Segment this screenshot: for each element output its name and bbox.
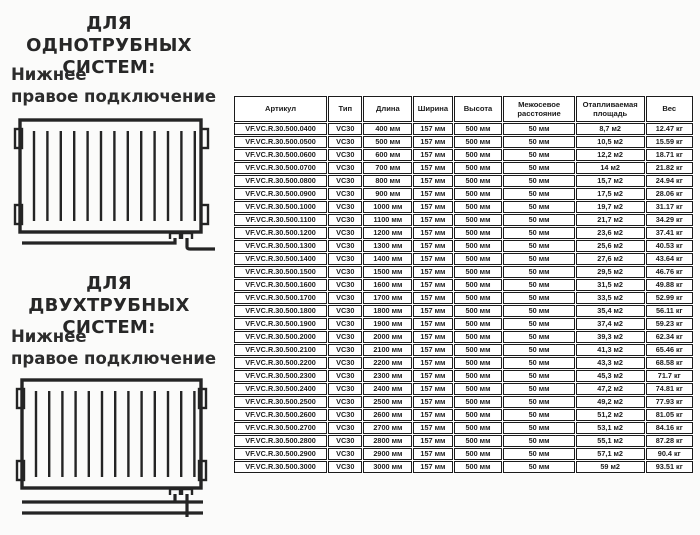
- table-cell: VF.VC.R.30.500.1800: [234, 305, 327, 317]
- table-cell: 500 мм: [454, 136, 503, 148]
- table-cell: VF.VC.R.30.500.1300: [234, 240, 327, 252]
- table-cell: 50 мм: [503, 331, 574, 343]
- table-cell: 157 мм: [413, 201, 452, 213]
- two-pipe-title-line1: ДЛЯ ДВУХТРУБНЫХ: [28, 273, 190, 316]
- table-cell: VF.VC.R.30.500.3000: [234, 461, 327, 473]
- table-cell: 81.05 кг: [646, 409, 694, 421]
- table-cell: 50 мм: [503, 409, 574, 421]
- table-cell: 500 мм: [454, 409, 503, 421]
- table-cell: 157 мм: [413, 383, 452, 395]
- table-cell: 500 мм: [454, 383, 503, 395]
- table-cell: 500 мм: [454, 188, 503, 200]
- table-cell: 157 мм: [413, 422, 452, 434]
- table-cell: 1200 мм: [363, 227, 412, 239]
- table-row: [234, 409, 693, 421]
- table-cell: 157 мм: [413, 266, 452, 278]
- table-cell: 400 мм: [363, 123, 412, 135]
- spec-table: [233, 95, 694, 474]
- table-cell: 29,5 м2: [576, 266, 645, 278]
- table-cell: VF.VC.R.30.500.1100: [234, 214, 327, 226]
- table-row: [234, 318, 693, 330]
- table-cell: VF.VC.R.30.500.0400: [234, 123, 327, 135]
- table-cell: 2900 мм: [363, 448, 412, 460]
- table-cell: 2600 мм: [363, 409, 412, 421]
- table-cell: 74.81 кг: [646, 383, 694, 395]
- table-cell: 50 мм: [503, 266, 574, 278]
- two-pipe-title-line2: СИСТЕМ:: [62, 317, 156, 338]
- table-cell: 800 мм: [363, 175, 412, 187]
- table-row: [234, 175, 693, 187]
- table-cell: 59 м2: [576, 461, 645, 473]
- table-cell: 37,4 м2: [576, 318, 645, 330]
- table-cell: 55,1 м2: [576, 435, 645, 447]
- table-cell: VC30: [328, 409, 362, 421]
- table-row: [234, 136, 693, 148]
- table-cell: 87.28 кг: [646, 435, 694, 447]
- table-cell: VF.VC.R.30.500.2800: [234, 435, 327, 447]
- table-row: [234, 123, 693, 135]
- table-cell: 600 мм: [363, 149, 412, 161]
- table-cell: 500 мм: [454, 305, 503, 317]
- table-row: [234, 292, 693, 304]
- table-cell: 2500 мм: [363, 396, 412, 408]
- table-cell: 50 мм: [503, 123, 574, 135]
- table-cell: 14 м2: [576, 162, 645, 174]
- table-cell: 31.17 кг: [646, 201, 694, 213]
- table-cell: 157 мм: [413, 188, 452, 200]
- table-cell: 12.47 кг: [646, 123, 694, 135]
- table-cell: VC30: [328, 214, 362, 226]
- table-cell: 500 мм: [454, 253, 503, 265]
- table-cell: 157 мм: [413, 396, 452, 408]
- table-cell: 10,5 м2: [576, 136, 645, 148]
- table-cell: 43,3 м2: [576, 357, 645, 369]
- table-cell: 500 мм: [454, 396, 503, 408]
- table-cell: 157 мм: [413, 461, 452, 473]
- table-cell: 1300 мм: [363, 240, 412, 252]
- table-cell: 157 мм: [413, 357, 452, 369]
- table-cell: VC30: [328, 318, 362, 330]
- table-cell: 1500 мм: [363, 266, 412, 278]
- table-row: [234, 383, 693, 395]
- table-cell: VF.VC.R.30.500.2000: [234, 331, 327, 343]
- table-cell: 1800 мм: [363, 305, 412, 317]
- table-cell: 50 мм: [503, 318, 574, 330]
- table-cell: 1400 мм: [363, 253, 412, 265]
- table-cell: 8,7 м2: [576, 123, 645, 135]
- table-cell: 157 мм: [413, 162, 452, 174]
- table-row: [234, 435, 693, 447]
- table-cell: 50 мм: [503, 279, 574, 291]
- table-cell: VF.VC.R.30.500.0600: [234, 149, 327, 161]
- table-cell: 700 мм: [363, 162, 412, 174]
- table-cell: 47,2 м2: [576, 383, 645, 395]
- table-row: [234, 344, 693, 356]
- table-cell: VF.VC.R.30.500.2500: [234, 396, 327, 408]
- table-cell: VF.VC.R.30.500.1700: [234, 292, 327, 304]
- table-cell: 2100 мм: [363, 344, 412, 356]
- table-cell: 500 мм: [454, 240, 503, 252]
- connection-label-line1: Нижнее: [11, 327, 87, 346]
- table-cell: 500 мм: [454, 123, 503, 135]
- table-cell: VF.VC.R.30.500.0700: [234, 162, 327, 174]
- table-cell: 51,2 м2: [576, 409, 645, 421]
- table-cell: 1600 мм: [363, 279, 412, 291]
- table-cell: 500 мм: [454, 370, 503, 382]
- table-cell: 50 мм: [503, 136, 574, 148]
- table-cell: 23,6 м2: [576, 227, 645, 239]
- table-cell: 1900 мм: [363, 318, 412, 330]
- table-cell: 65.46 кг: [646, 344, 694, 356]
- table-cell: 500 мм: [454, 331, 503, 343]
- table-cell: VC30: [328, 305, 362, 317]
- table-cell: VF.VC.R.30.500.1400: [234, 253, 327, 265]
- table-cell: VC30: [328, 331, 362, 343]
- spec-table-body: [234, 123, 693, 473]
- table-cell: 21.82 кг: [646, 162, 694, 174]
- table-cell: 157 мм: [413, 253, 452, 265]
- table-cell: VF.VC.R.30.500.2400: [234, 383, 327, 395]
- table-row: [234, 149, 693, 161]
- radiator-diagram-two-pipe: [10, 371, 222, 523]
- table-cell: VC30: [328, 123, 362, 135]
- radiator-diagram-single-pipe: [10, 112, 222, 258]
- table-cell: 157 мм: [413, 344, 452, 356]
- table-cell: 25,6 м2: [576, 240, 645, 252]
- table-cell: VC30: [328, 162, 362, 174]
- table-cell: 43.64 кг: [646, 253, 694, 265]
- table-cell: 50 мм: [503, 175, 574, 187]
- column-header: Высота: [454, 96, 503, 122]
- table-cell: 59.23 кг: [646, 318, 694, 330]
- table-cell: VC30: [328, 227, 362, 239]
- table-cell: 500 мм: [454, 344, 503, 356]
- table-cell: VC30: [328, 266, 362, 278]
- table-cell: 35,4 м2: [576, 305, 645, 317]
- table-cell: VC30: [328, 383, 362, 395]
- table-cell: 34.29 кг: [646, 214, 694, 226]
- table-cell: 157 мм: [413, 136, 452, 148]
- table-cell: 500 мм: [454, 162, 503, 174]
- column-header: Артикул: [234, 96, 327, 122]
- table-cell: 19,7 м2: [576, 201, 645, 213]
- table-cell: 50 мм: [503, 305, 574, 317]
- table-cell: 50 мм: [503, 201, 574, 213]
- table-cell: 500 мм: [454, 357, 503, 369]
- table-cell: 157 мм: [413, 292, 452, 304]
- table-cell: 50 мм: [503, 461, 574, 473]
- column-header: Ширина: [413, 96, 452, 122]
- table-cell: 157 мм: [413, 279, 452, 291]
- table-cell: 157 мм: [413, 448, 452, 460]
- table-cell: 500 мм: [454, 201, 503, 213]
- table-cell: VC30: [328, 188, 362, 200]
- table-row: [234, 188, 693, 200]
- table-row: [234, 422, 693, 434]
- table-cell: 2800 мм: [363, 435, 412, 447]
- table-cell: VC30: [328, 149, 362, 161]
- table-row: [234, 396, 693, 408]
- table-cell: 157 мм: [413, 305, 452, 317]
- two-pipe-connection-label: [11, 326, 231, 370]
- table-cell: VC30: [328, 201, 362, 213]
- table-row: [234, 331, 693, 343]
- table-cell: VF.VC.R.30.500.2200: [234, 357, 327, 369]
- table-row: [234, 214, 693, 226]
- table-cell: 24.94 кг: [646, 175, 694, 187]
- table-cell: VC30: [328, 461, 362, 473]
- table-cell: 49,2 м2: [576, 396, 645, 408]
- table-header-row: [234, 96, 693, 122]
- table-cell: VF.VC.R.30.500.1000: [234, 201, 327, 213]
- table-cell: VC30: [328, 279, 362, 291]
- table-row: [234, 461, 693, 473]
- table-cell: VF.VC.R.30.500.0900: [234, 188, 327, 200]
- table-cell: VF.VC.R.30.500.1200: [234, 227, 327, 239]
- table-cell: 50 мм: [503, 370, 574, 382]
- table-cell: VC30: [328, 344, 362, 356]
- table-cell: 50 мм: [503, 162, 574, 174]
- table-cell: 157 мм: [413, 175, 452, 187]
- table-cell: 500 мм: [454, 318, 503, 330]
- table-cell: 157 мм: [413, 331, 452, 343]
- table-cell: 18.71 кг: [646, 149, 694, 161]
- table-cell: 50 мм: [503, 396, 574, 408]
- table-row: [234, 279, 693, 291]
- table-row: [234, 253, 693, 265]
- table-row: [234, 240, 693, 252]
- table-cell: 500 мм: [454, 266, 503, 278]
- table-row: [234, 448, 693, 460]
- table-cell: 1700 мм: [363, 292, 412, 304]
- table-cell: 15,7 м2: [576, 175, 645, 187]
- table-cell: 49.88 кг: [646, 279, 694, 291]
- table-cell: VF.VC.R.30.500.1600: [234, 279, 327, 291]
- table-cell: 90.4 кг: [646, 448, 694, 460]
- table-cell: 157 мм: [413, 123, 452, 135]
- table-cell: VC30: [328, 240, 362, 252]
- table-cell: 37.41 кг: [646, 227, 694, 239]
- table-cell: 50 мм: [503, 214, 574, 226]
- table-cell: 2200 мм: [363, 357, 412, 369]
- table-cell: 41,3 м2: [576, 344, 645, 356]
- table-cell: 50 мм: [503, 188, 574, 200]
- column-header: Вес: [646, 96, 694, 122]
- table-cell: 27,6 м2: [576, 253, 645, 265]
- table-cell: VF.VC.R.30.500.2700: [234, 422, 327, 434]
- table-cell: 53,1 м2: [576, 422, 645, 434]
- table-cell: VF.VC.R.30.500.2600: [234, 409, 327, 421]
- table-cell: 57,1 м2: [576, 448, 645, 460]
- table-cell: 157 мм: [413, 227, 452, 239]
- table-cell: VF.VC.R.30.500.0500: [234, 136, 327, 148]
- table-row: [234, 201, 693, 213]
- single-pipe-title-line1: ДЛЯ ОДНОТРУБНЫХ: [26, 13, 192, 56]
- table-cell: 56.11 кг: [646, 305, 694, 317]
- table-cell: 157 мм: [413, 240, 452, 252]
- table-cell: 17,5 м2: [576, 188, 645, 200]
- table-cell: 2400 мм: [363, 383, 412, 395]
- table-cell: VF.VC.R.30.500.2100: [234, 344, 327, 356]
- table-cell: 40.53 кг: [646, 240, 694, 252]
- table-cell: 500 мм: [454, 422, 503, 434]
- table-row: [234, 357, 693, 369]
- table-cell: 1100 мм: [363, 214, 412, 226]
- table-cell: 50 мм: [503, 227, 574, 239]
- table-cell: VF.VC.R.30.500.1500: [234, 266, 327, 278]
- table-cell: VC30: [328, 422, 362, 434]
- table-cell: 50 мм: [503, 149, 574, 161]
- table-cell: 52.99 кг: [646, 292, 694, 304]
- table-cell: 50 мм: [503, 435, 574, 447]
- table-cell: 50 мм: [503, 383, 574, 395]
- table-cell: 50 мм: [503, 448, 574, 460]
- table-cell: 15.59 кг: [646, 136, 694, 148]
- table-row: [234, 305, 693, 317]
- table-cell: VC30: [328, 448, 362, 460]
- single-pipe-title-line2: СИСТЕМ:: [62, 57, 156, 78]
- table-cell: 500 мм: [363, 136, 412, 148]
- table-cell: 2300 мм: [363, 370, 412, 382]
- table-cell: 1000 мм: [363, 201, 412, 213]
- table-cell: 500 мм: [454, 175, 503, 187]
- table-cell: 500 мм: [454, 461, 503, 473]
- table-cell: 157 мм: [413, 214, 452, 226]
- table-row: [234, 266, 693, 278]
- table-cell: 50 мм: [503, 357, 574, 369]
- table-cell: 500 мм: [454, 279, 503, 291]
- table-cell: 33,5 м2: [576, 292, 645, 304]
- table-cell: 28.06 кг: [646, 188, 694, 200]
- table-cell: VC30: [328, 357, 362, 369]
- table-cell: VC30: [328, 370, 362, 382]
- table-cell: 500 мм: [454, 435, 503, 447]
- table-cell: 31,5 м2: [576, 279, 645, 291]
- table-cell: 68.58 кг: [646, 357, 694, 369]
- column-header: Тип: [328, 96, 362, 122]
- single-pipe-connection-label: [11, 64, 231, 108]
- table-cell: 50 мм: [503, 253, 574, 265]
- table-cell: 46.76 кг: [646, 266, 694, 278]
- table-cell: VC30: [328, 253, 362, 265]
- table-cell: 2700 мм: [363, 422, 412, 434]
- column-header: Отапливаемая площадь: [576, 96, 645, 122]
- table-cell: 157 мм: [413, 435, 452, 447]
- table-cell: VF.VC.R.30.500.2300: [234, 370, 327, 382]
- table-cell: 77.93 кг: [646, 396, 694, 408]
- connection-label-line1: Нижнее: [11, 65, 87, 84]
- table-cell: 157 мм: [413, 409, 452, 421]
- table-cell: 50 мм: [503, 344, 574, 356]
- table-cell: VF.VC.R.30.500.1900: [234, 318, 327, 330]
- table-cell: 500 мм: [454, 214, 503, 226]
- column-header: Межосевое расстояние: [503, 96, 574, 122]
- table-cell: 50 мм: [503, 240, 574, 252]
- table-cell: 157 мм: [413, 370, 452, 382]
- table-cell: 500 мм: [454, 227, 503, 239]
- table-cell: 45,3 м2: [576, 370, 645, 382]
- table-cell: 62.34 кг: [646, 331, 694, 343]
- connection-label-line2: правое подключение: [11, 87, 217, 106]
- table-cell: VC30: [328, 136, 362, 148]
- column-header: Длина: [363, 96, 412, 122]
- table-cell: 71.7 кг: [646, 370, 694, 382]
- table-cell: 84.16 кг: [646, 422, 694, 434]
- table-row: [234, 162, 693, 174]
- table-row: [234, 370, 693, 382]
- table-cell: 500 мм: [454, 149, 503, 161]
- table-cell: 900 мм: [363, 188, 412, 200]
- table-cell: 500 мм: [454, 448, 503, 460]
- table-cell: 93.51 кг: [646, 461, 694, 473]
- connection-label-line2: правое подключение: [11, 349, 217, 368]
- table-cell: 500 мм: [454, 292, 503, 304]
- table-cell: 3000 мм: [363, 461, 412, 473]
- table-cell: VF.VC.R.30.500.2900: [234, 448, 327, 460]
- table-row: [234, 227, 693, 239]
- table-cell: VC30: [328, 292, 362, 304]
- table-cell: VC30: [328, 175, 362, 187]
- table-cell: 12,2 м2: [576, 149, 645, 161]
- table-cell: 157 мм: [413, 149, 452, 161]
- table-cell: 39,3 м2: [576, 331, 645, 343]
- table-cell: 157 мм: [413, 318, 452, 330]
- table-cell: 50 мм: [503, 422, 574, 434]
- table-cell: VC30: [328, 435, 362, 447]
- table-cell: VF.VC.R.30.500.0800: [234, 175, 327, 187]
- table-cell: 2000 мм: [363, 331, 412, 343]
- table-cell: VC30: [328, 396, 362, 408]
- table-cell: 21,7 м2: [576, 214, 645, 226]
- table-cell: 50 мм: [503, 292, 574, 304]
